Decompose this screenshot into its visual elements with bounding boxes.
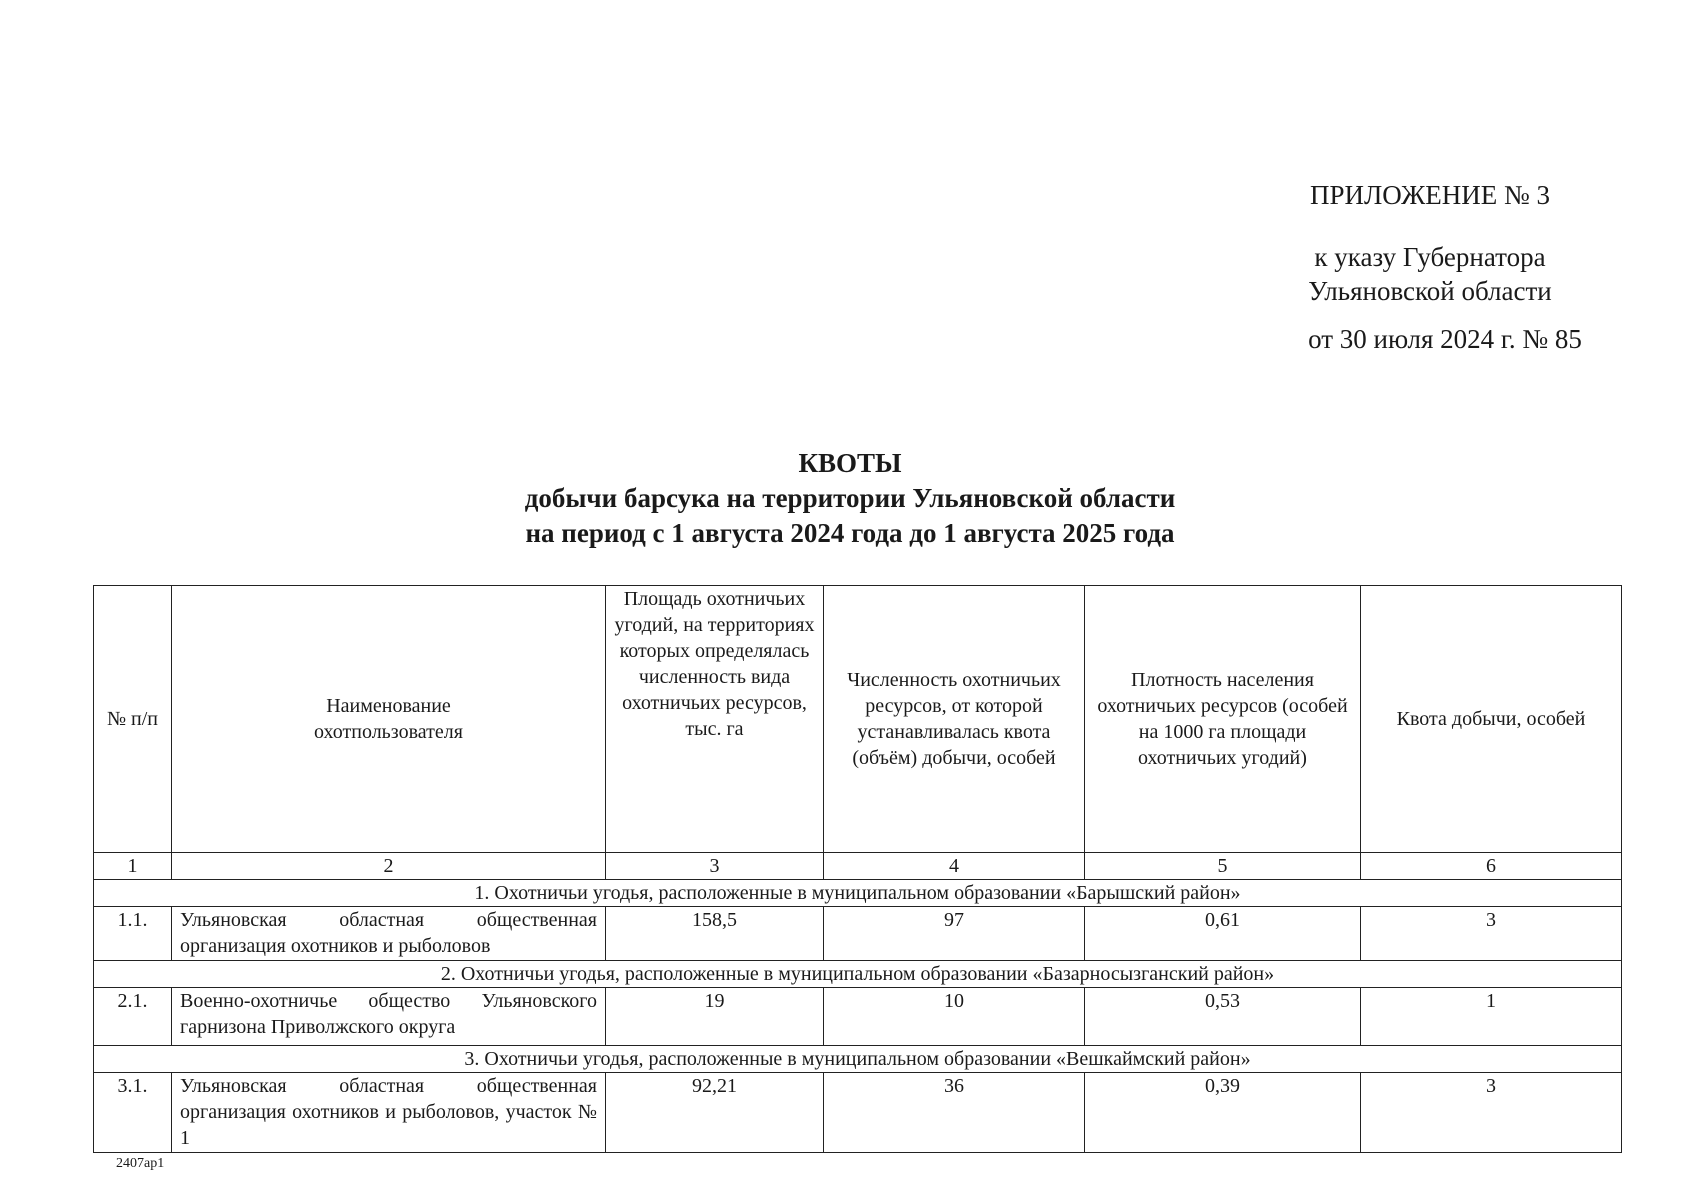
row-count: 36 (824, 1073, 1085, 1153)
table-row (94, 1073, 1622, 1153)
row-count: 10 (824, 988, 1085, 1046)
row-number: 2.1. (94, 988, 172, 1046)
column-number: 5 (1085, 853, 1361, 880)
row-quota: 1 (1361, 988, 1622, 1046)
section-title: 3. Охотничьи угодья, расположенные в муниципальном образовании «Вешкаймский район» (94, 1046, 1622, 1073)
footer-document-code: 2407ap1 (116, 1156, 165, 1171)
appendix-heading: ПРИЛОЖЕНИЕ № 3 (1309, 180, 1551, 210)
row-number: 1.1. (94, 907, 172, 961)
header-density: Плотность населения охотничьих ресурсов (особей на 1000 га площади охотничьих угодий) (1085, 586, 1361, 853)
section-title: 2. Охотничьи угодья, расположенные в муниципальном образовании «Базарносызганский район» (94, 961, 1622, 988)
title-line-2: добычи барсука на территории Ульяновской области (524, 483, 1176, 513)
column-number: 4 (824, 853, 1085, 880)
table-header-row (94, 586, 1622, 853)
table-row (94, 907, 1622, 961)
section-row (94, 880, 1622, 907)
row-name: Военно-охотничье общество Ульяновского гарнизона Приволжского округа (172, 988, 606, 1046)
row-name: Ульяновская областная общественная организация охотников и рыболовов, участок № 1 (172, 1073, 606, 1153)
row-density: 0,39 (1085, 1073, 1361, 1153)
appendix-line-1: к указу Губернатора (1314, 242, 1546, 272)
appendix-line-3: от 30 июля 2024 г. № 85 (1308, 324, 1582, 354)
header-count: Численность охотничьих ресурсов, от которой устанавливалась квота (объём) добычи, особей (824, 586, 1085, 853)
column-number: 2 (172, 853, 606, 880)
appendix-block (1240, 178, 1620, 356)
section-row (94, 961, 1622, 988)
column-number: 1 (94, 853, 172, 880)
table-row (94, 988, 1622, 1046)
header-quota: Квота добычи, особей (1361, 586, 1622, 853)
row-area: 19 (606, 988, 824, 1046)
row-quota: 3 (1361, 1073, 1622, 1153)
title-line-1: КВОТЫ (798, 448, 902, 478)
row-density: 0,53 (1085, 988, 1361, 1046)
row-area: 158,5 (606, 907, 824, 961)
row-quota: 3 (1361, 907, 1622, 961)
section-row (94, 1046, 1622, 1073)
column-number: 3 (606, 853, 824, 880)
appendix-line-2: Ульяновской области (1308, 276, 1552, 306)
row-density: 0,61 (1085, 907, 1361, 961)
row-count: 97 (824, 907, 1085, 961)
row-name: Ульяновская областная общественная организация охотников и рыболовов (172, 907, 606, 961)
section-title: 1. Охотничьи угодья, расположенные в муниципальном образовании «Барышский район» (94, 880, 1622, 907)
header-area: Площадь охотничьих угодий, на территориях которых определялась численность вида охотничьих ресурсов, тыс. га (606, 586, 824, 853)
row-area: 92,21 (606, 1073, 824, 1153)
header-name: Наименование охотпользователя (172, 586, 606, 853)
row-number: 3.1. (94, 1073, 172, 1153)
column-number-row (94, 853, 1622, 880)
column-number: 6 (1361, 853, 1622, 880)
title-line-3: на период с 1 августа 2024 года до 1 августа 2025 года (525, 518, 1175, 548)
quota-table (93, 585, 1622, 1153)
document-title (300, 446, 1400, 551)
header-number: № п/п (94, 586, 172, 853)
